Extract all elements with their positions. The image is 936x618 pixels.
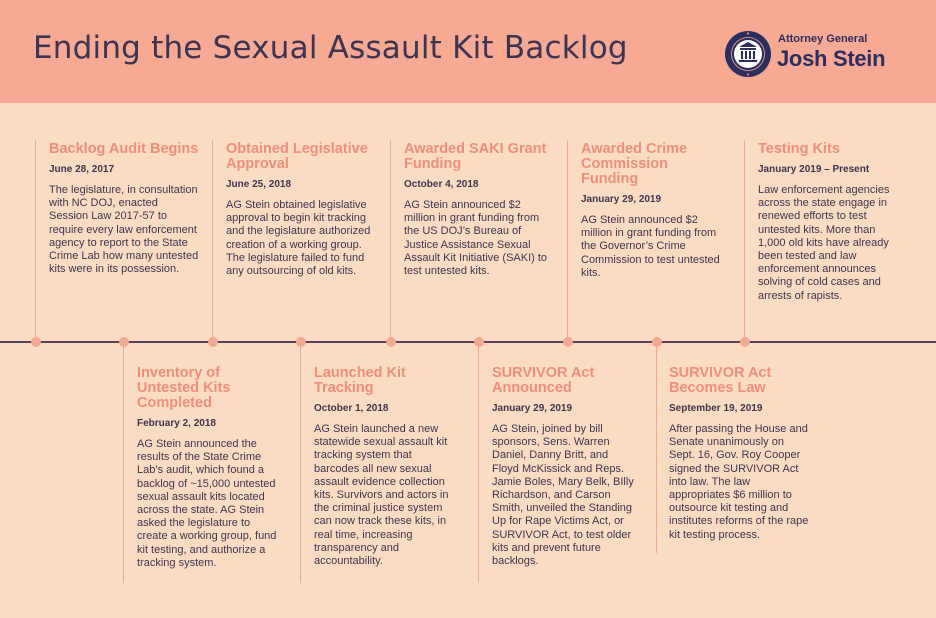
timeline-marker xyxy=(563,337,573,347)
event-description: AG Stein, joined by bill sponsors, Sens. Warren Daniel, Danny Britt, and Floyd McKissick and Reps. Jamie Boles, Mary Belk, BIlly Richardson, and Carson Smith, unveiled the Standing Up for Rape Victims Act, or SURVIVOR Act, to test older kits and prevent future backlogs. xyxy=(492,423,634,568)
timeline-event xyxy=(314,366,460,568)
connector-line xyxy=(123,343,124,583)
event-date: June 28, 2017 xyxy=(49,164,115,175)
connector-line xyxy=(390,140,391,340)
timeline-marker xyxy=(296,337,306,347)
event-date: January 2019 – Present xyxy=(758,164,870,175)
event-title: Awarded SAKI Grant Funding xyxy=(404,141,547,172)
timeline-event xyxy=(404,142,550,278)
brand-name: Josh Stein xyxy=(777,46,886,71)
event-title: SURVIVOR Act Announced xyxy=(492,365,595,396)
event-title: Backlog Audit Begins xyxy=(49,141,199,157)
brand-subtitle: Attorney General xyxy=(778,33,868,45)
timeline-marker xyxy=(474,337,484,347)
timeline-marker xyxy=(119,337,129,347)
header-banner xyxy=(0,0,936,103)
event-description: The legislature, in consultation with NC DOJ, enacted Session Law 2017-57 to require every law enforcement agency to report to the State Crime Lab how many untested kits were in its possession. xyxy=(49,184,199,276)
timeline-event xyxy=(669,366,809,542)
event-description: AG Stein launched a new statewide sexual assault kit tracking system that barcodes all new sexual assault evidence collection kits. Survivors and actors in the criminal justice system can now track these kits, in real time, increasing transparency and accountability. xyxy=(314,423,449,568)
event-date: September 19, 2019 xyxy=(669,403,763,414)
connector-line xyxy=(35,140,36,340)
event-title: Obtained Legislative Approval xyxy=(226,141,368,172)
timeline-event xyxy=(226,142,372,278)
event-title: Awarded Crime Commission Funding xyxy=(581,141,688,187)
connector-line xyxy=(212,140,213,340)
event-description: AG Stein announced $2 million in grant funding from the Governor’s Crime Commission to test untested kits. xyxy=(581,214,720,279)
timeline-marker xyxy=(208,337,218,347)
timeline-event xyxy=(137,366,283,570)
doj-seal-icon xyxy=(724,30,772,78)
connector-line xyxy=(744,140,745,340)
event-title: Launched Kit Tracking xyxy=(314,365,406,396)
event-date: February 2, 2018 xyxy=(137,418,216,429)
event-description: AG Stein obtained legislative approval to begin kit tracking and the legislature authorized creation of a working group. The legislature failed to fund any outsourcing of old kits. xyxy=(226,199,371,278)
connector-line xyxy=(300,343,301,583)
event-title: Testing Kits xyxy=(758,141,840,157)
timeline-event xyxy=(581,142,721,280)
event-date: January 29, 2019 xyxy=(492,403,573,414)
connector-line xyxy=(656,343,657,553)
event-date: January 29, 2019 xyxy=(581,194,662,205)
event-description: AG Stein announced $2 million in grant funding from the US DOJ’s Bureau of Justice Assistance Sexual Assault Kit Initiative (SAKI) to test untested kits. xyxy=(404,199,548,278)
event-date: June 25, 2018 xyxy=(226,179,292,190)
timeline-marker xyxy=(386,337,396,347)
timeline-marker xyxy=(740,337,750,347)
timeline-event xyxy=(49,142,199,276)
timeline-event xyxy=(492,366,638,568)
event-date: October 1, 2018 xyxy=(314,403,389,414)
timeline-event xyxy=(758,142,904,303)
event-date: October 4, 2018 xyxy=(404,179,479,190)
event-title: Inventory of Untested Kits Completed xyxy=(137,365,231,411)
timeline-marker xyxy=(31,337,41,347)
connector-line xyxy=(478,343,479,583)
event-title: SURVIVOR Act Becomes Law xyxy=(669,365,772,396)
timeline-marker xyxy=(652,337,662,347)
timeline-axis xyxy=(0,341,936,343)
page-title: Ending the Sexual Assault Kit Backlog xyxy=(33,30,628,66)
attorney-general-brand xyxy=(724,30,914,78)
event-description: Law enforcement agencies across the state engage in renewed efforts to test untested kits. More than 1,000 old kits have already been tested and law enforcement announces solving of cold cases and arrests of rapists. xyxy=(758,184,890,302)
connector-line xyxy=(567,140,568,340)
event-description: AG Stein announced the results of the State Crime Lab’s audit, which found a backlog of ~15,000 untested sexual assault kits located across the state. AG Stein asked the legislature to create a working group, fund kit testing, and authorize a tracking system. xyxy=(137,438,277,569)
event-description: After passing the House and Senate unanimously on Sept. 16, Gov. Roy Cooper signed the SURVIVOR Act into law. The law appropriates $6 million to outsource kit testing and institutes reforms of the rape kit testing process. xyxy=(669,423,809,541)
